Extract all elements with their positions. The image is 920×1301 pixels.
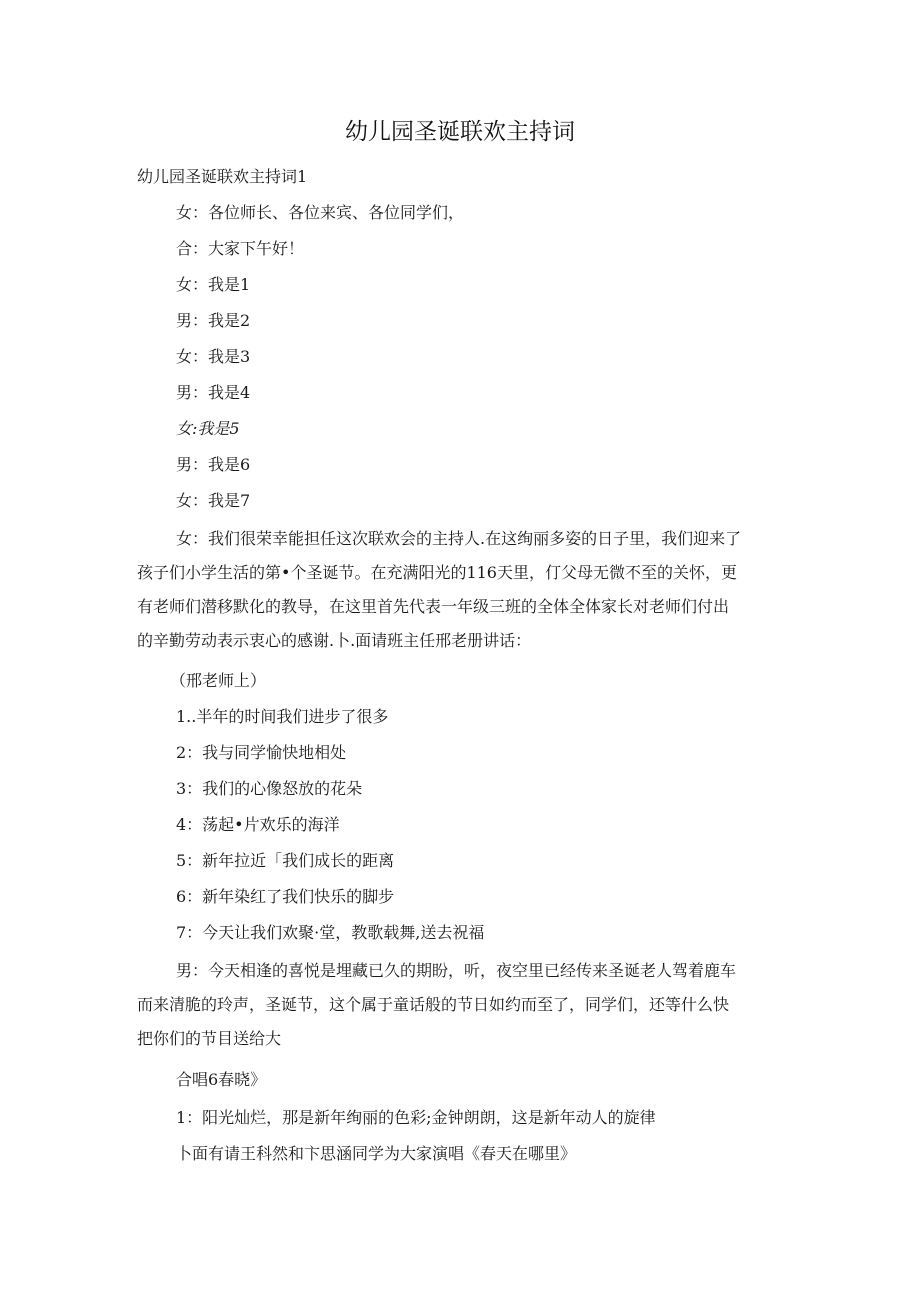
program-item: 合唱6春晓》 bbox=[176, 1070, 267, 1089]
script-line: 男：我是2 bbox=[176, 311, 251, 330]
paragraph-line: 的辛勤劳动表示衷心的感谢.卜.面请班主任邢老册讲话： bbox=[137, 631, 532, 650]
script-line: 女：各位师长、各位来宾、各位同学们， bbox=[176, 203, 465, 222]
host-paragraph-1 bbox=[137, 522, 782, 658]
paragraph-line: 有老师们潜移默化的教导，在这里首先代表一年级三班的全体全体家长对老师们付出 bbox=[137, 597, 730, 616]
recital-line: 3：我们的心像怒放的花朵 bbox=[176, 779, 363, 798]
script-line: 女：我是7 bbox=[176, 491, 251, 510]
script-line: 女：我是1 bbox=[176, 275, 251, 294]
paragraph-line: 而来清脆的玲声，圣诞节，这个属于童话般的节日如约而至了，同学们，还等什么快 bbox=[137, 995, 730, 1014]
recital-line: 6：新年染红了我们快乐的脚步 bbox=[176, 887, 395, 906]
script-line: 男：我是6 bbox=[176, 455, 251, 474]
recital-line: 7：今天让我们欢聚·堂，教歌载舞,送去祝福 bbox=[176, 923, 485, 942]
paragraph-line: 女：我们很荣幸能担任这次联欢会的主持人.在这绚丽多姿的日子里，我们迎来了 bbox=[176, 529, 742, 548]
script-line: 男：我是4 bbox=[176, 383, 251, 402]
host-paragraph-2 bbox=[137, 954, 782, 1056]
recital-line: 4：荡起•片欢乐的海洋 bbox=[176, 815, 340, 834]
announcement-line: 卜面有请王科然和卞思涵同学为大家演唱《春天在哪里》 bbox=[176, 1144, 577, 1163]
script-line: 女:我是5 bbox=[176, 419, 240, 438]
paragraph-line: 男：今天相逢的喜悦是埋藏已久的期盼，听，夜空里已经传来圣诞老人驾着鹿车 bbox=[176, 961, 737, 980]
document-title: 幼儿园圣诞联欢主持词 bbox=[345, 119, 575, 145]
recital-line: 2：我与同学愉快地相处 bbox=[176, 743, 347, 762]
section-heading: 幼儿园圣诞联欢主持词1 bbox=[137, 167, 308, 186]
stage-direction: （邢老师上） bbox=[170, 671, 267, 690]
paragraph-line: 孩子们小学生活的第•个圣诞节。在充满阳光的116天里，仃父母无微不至的关怀，更 bbox=[137, 563, 737, 582]
script-line: 女：我是3 bbox=[176, 347, 251, 366]
paragraph-line: 把你们的节目送给大 bbox=[137, 1029, 282, 1048]
script-line: 合：大家下午好！ bbox=[176, 239, 305, 258]
recital-line: 5：新年拉近「我们成长的距离 bbox=[176, 851, 395, 870]
recital-line: 1..半年的时间我们进步了很多 bbox=[176, 707, 389, 726]
recital-line: 1：阳光灿烂，那是新年绚丽的色彩;金钟朗朗，这是新年动人的旋律 bbox=[176, 1108, 656, 1127]
